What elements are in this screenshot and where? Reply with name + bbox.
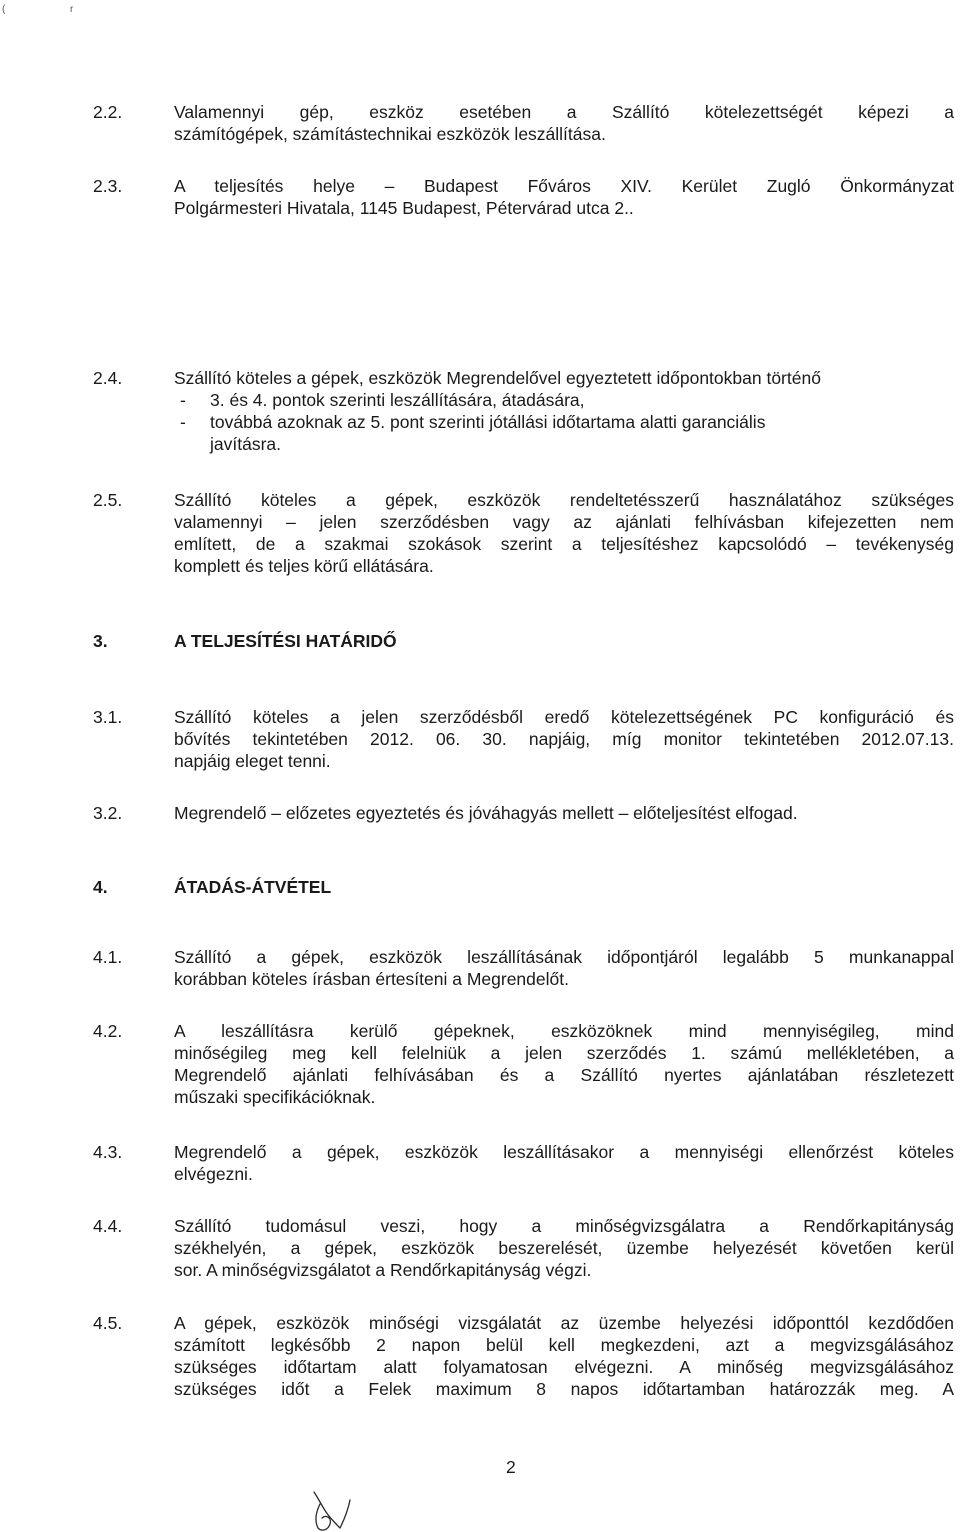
section-3-2-text — [174, 802, 954, 824]
text-line: Szállító köteles a jelen szerződésből eredő kötelezettségének PC konfiguráció és — [174, 707, 954, 727]
text-line: korábban köteles írásban értesíteni a Megrendelőt. — [174, 969, 569, 989]
list-item — [174, 389, 954, 411]
section-2-2-text — [174, 101, 954, 145]
section-number-2-2: 2.2. — [93, 102, 123, 122]
text-line: székhelyén, a gépek, eszközök beszerelését, üzembe helyezését követően kerül — [174, 1238, 954, 1258]
text-line: Megrendelő ajánlati felhívásában és a Szállító nyertes ajánlatában részletezett — [174, 1065, 954, 1085]
section-number-2-3: 2.3. — [93, 176, 123, 196]
text-line: Megrendelő – előzetes egyeztetés és jóváhagyás mellett – előteljesítést elfogad. — [174, 803, 798, 823]
list-item-continuation: javításra. — [210, 434, 281, 454]
section-2-4-text — [174, 367, 954, 455]
text-line: szükséges időtartam alatt folyamatosan elvégezni. A minőség megvizsgálásához — [174, 1357, 954, 1377]
text-line: Szállító a gépek, eszközök leszállításának időpontjáról legalább 5 munkanappal — [174, 947, 954, 967]
page-number: 2 — [506, 1457, 516, 1477]
dash-bullet: - — [180, 390, 186, 410]
text-line: minőségileg meg kell felelniük a jelen szerződés 1. számú mellékletében, a — [174, 1043, 954, 1063]
text-line: bővítés tekintetében 2012. 06. 30. napjáig, míg monitor tekintetében 2012.07.13. — [174, 729, 954, 749]
list-item — [174, 411, 954, 433]
section-number-4-4: 4.4. — [93, 1216, 123, 1236]
text-line: számítógépek, számítástechnikai eszközök leszállítása. — [174, 124, 606, 144]
list-item-text: továbbá azoknak az 5. pont szerinti jótállási időtartama alatti garanciális — [210, 412, 766, 432]
section-4-5-text — [174, 1312, 954, 1400]
section-number-4-2: 4.2. — [93, 1021, 123, 1041]
heading-number-4: 4. — [93, 877, 108, 897]
section-2-3-text — [174, 175, 954, 219]
section-2-5-text — [174, 489, 954, 577]
heading-teljesitesi-hatarido: A TELJESÍTÉSI HATÁRIDŐ — [174, 631, 397, 651]
heading-number-3: 3. — [93, 631, 108, 651]
text-line: Megrendelő a gépek, eszközök leszállításakor a mennyiségi ellenőrzést köteles — [174, 1142, 954, 1162]
section-number-4-3: 4.3. — [93, 1142, 123, 1162]
text-line: szükséges időt a Felek maximum 8 napos időtartamban határozzák meg. A — [174, 1379, 954, 1399]
signature-mark — [296, 1490, 366, 1532]
section-number-2-4: 2.4. — [93, 368, 123, 388]
section-4-1-text — [174, 946, 954, 990]
section-number-3-1: 3.1. — [93, 707, 123, 727]
text-line: elvégezni. — [174, 1164, 253, 1184]
section-4-2-text — [174, 1020, 954, 1108]
scan-mark-left: ( — [2, 4, 6, 15]
heading-atadas-atvetel: ÁTADÁS-ÁTVÉTEL — [174, 877, 332, 897]
section-3-1-text — [174, 706, 954, 772]
text-line: Szállító köteles a gépek, eszközök Megrendelővel egyeztetett időpontokban történő — [174, 368, 821, 388]
list-item-text: 3. és 4. pontok szerinti leszállítására, átadására, — [210, 390, 585, 410]
text-line: számított legkésőbb 2 napon belül kell megkezdeni, azt a megvizsgálásához — [174, 1335, 954, 1355]
section-4-4-text — [174, 1215, 954, 1281]
text-line: Szállító köteles a gépek, eszközök rendeltetésszerű használatához szükséges — [174, 490, 954, 510]
text-line: valamennyi – jelen szerződésben vagy az ajánlati felhívásban kifejezetten nem — [174, 512, 954, 532]
text-line: komplett és teljes körű ellátására. — [174, 556, 434, 576]
text-line: Valamennyi gép, eszköz esetében a Szállító kötelezettségét képezi a — [174, 102, 954, 122]
dash-bullet: - — [180, 412, 186, 432]
text-line: Polgármesteri Hivatala, 1145 Budapest, Pétervárad utca 2.. — [174, 198, 634, 218]
text-line: műszaki specifikációknak. — [174, 1087, 376, 1107]
text-line: A teljesítés helye – Budapest Főváros XIV. Kerület Zugló Önkormányzat — [174, 176, 954, 196]
text-line: említett, de a szakmai szokások szerint a teljesítéshez kapcsolódó – tevékenység — [174, 534, 954, 554]
text-line: A leszállításra kerülő gépeknek, eszközöknek mind mennyiségileg, mind — [174, 1021, 954, 1041]
section-number-3-2: 3.2. — [93, 803, 123, 823]
section-number-4-1: 4.1. — [93, 947, 123, 967]
scan-mark-right: r — [70, 4, 74, 15]
text-line: Szállító tudomásul veszi, hogy a minőségvizsgálatra a Rendőrkapitányság — [174, 1216, 954, 1236]
text-line: A gépek, eszközök minőségi vizsgálatát az üzembe helyezési időponttól kezdődően — [174, 1313, 954, 1333]
text-line: napjáig eleget tenni. — [174, 751, 331, 771]
text-line: sor. A minőségvizsgálatot a Rendőrkapitányság végzi. — [174, 1260, 592, 1280]
section-number-2-5: 2.5. — [93, 490, 123, 510]
section-4-3-text — [174, 1141, 954, 1185]
section-number-4-5: 4.5. — [93, 1313, 123, 1333]
